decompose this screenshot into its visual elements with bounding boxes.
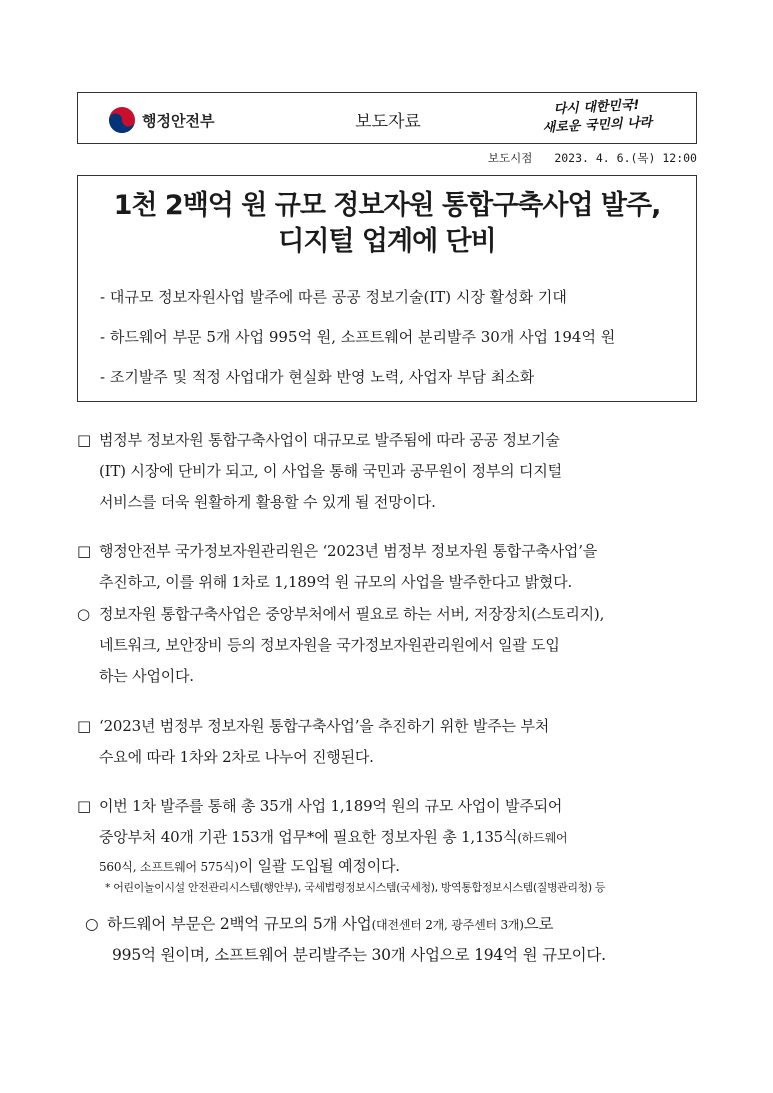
org-name: 행정안전부 xyxy=(142,111,215,130)
square-bullet: □ xyxy=(77,542,91,560)
paragraph-2-sub-line-3: 하는 사업이다. xyxy=(99,667,194,685)
circle-bullet: ○ xyxy=(77,605,90,623)
paragraph-1-line-1: □ 범정부 정보자원 통합구축사업이 대규모로 발주됨에 따라 공공 정보기술 xyxy=(77,431,560,449)
subhead-2: - 하드웨어 부문 5개 사업 995억 원, 소프트웨어 분리발주 30개 사업 194억 원 xyxy=(100,328,616,346)
paragraph-3-line-2: 수요에 따라 1차와 2차로 나누어 진행된다. xyxy=(99,748,374,766)
release-label: 보도시점 xyxy=(487,151,533,165)
paragraph-2-line-2: 추진하고, 이를 위해 1차로 1,189억 원 규모의 사업을 발주한다고 밝혔다. xyxy=(99,573,573,591)
release-datetime: 2023. 4. 6.(목) 12:00 xyxy=(554,151,697,165)
release-time-row xyxy=(0,150,697,166)
paragraph-3-line-1: □ ‘2023년 범정부 정보자원 통합구축사업’을 추진하기 위한 발주는 부처 xyxy=(77,717,550,735)
paragraph-2-sub-line-1: ○ 정보자원 통합구축사업은 중앙부처에서 필요로 하는 서버, 저장장치(스토리지), xyxy=(77,605,605,623)
slogan-line-2: 새로운 국민의 나라 xyxy=(542,115,653,136)
slogan-line-1: 다시 대한민국! xyxy=(553,97,640,118)
headline xyxy=(78,188,696,260)
circle-bullet: ○ xyxy=(85,915,99,933)
paragraph-2-line-1: □ 행정안전부 국가정보자원관리원은 ‘2023년 범정부 정보자원 통합구축사업’을 xyxy=(77,542,598,560)
slogan xyxy=(531,96,663,139)
ministry-logo xyxy=(108,106,214,134)
square-bullet: □ xyxy=(77,717,91,735)
subhead-3: - 조기발주 및 적정 사업대가 현실화 반영 노력, 사업자 부담 최소화 xyxy=(100,368,535,386)
headline-line-1: 1천 2백억 원 규모 정보자원 통합구축사업 발주, xyxy=(113,190,661,221)
taegeuk-icon xyxy=(108,106,136,134)
square-bullet: □ xyxy=(77,797,91,815)
paragraph-4-line-3: 560식, 소프트웨어 575식)이 일괄 도입될 예정이다. xyxy=(99,857,400,875)
subhead-1: - 대규모 정보자원사업 발주에 따른 공공 정보기술(IT) 시장 활성화 기대 xyxy=(100,288,567,306)
paragraph-2-sub-line-2: 네트워크, 보안장비 등의 정보자원을 국가정보자원관리원에서 일괄 도입 xyxy=(99,636,560,654)
title-box xyxy=(77,175,697,402)
paragraph-4-sub-line-1: ○ 하드웨어 부문은 2백억 규모의 5개 사업(대전센터 2개, 광주센터 3개)으로 xyxy=(85,915,554,933)
headline-line-2: 디지털 업계에 단비 xyxy=(278,226,496,257)
footnote: * 어린이놀이시설 안전관리시스템(행안부), 국세법령정보시스템(국세청), 방역통합정보시스템(질병관리청) 등 xyxy=(105,881,606,894)
paragraph-4-line-1: □ 이번 1차 발주를 통해 총 35개 사업 1,189억 원의 규모 사업이 발주되어 xyxy=(77,797,563,815)
paragraph-4-sub-line-2: 995억 원이며, 소프트웨어 분리발주는 30개 사업으로 194억 원 규모이다. xyxy=(112,946,606,964)
paragraph-1-line-2: (IT) 시장에 단비가 되고, 이 사업을 통해 국민과 공무원이 정부의 디지털 xyxy=(99,462,562,480)
paragraph-1-line-3: 서비스를 더욱 원활하게 활용할 수 있게 될 전망이다. xyxy=(99,493,436,511)
paragraph-4-line-2: 중앙부처 40개 기관 153개 업무*에 필요한 정보자원 총 1,135식(하드웨어 xyxy=(99,828,568,846)
square-bullet: □ xyxy=(77,431,91,449)
header-title: 보도자료 xyxy=(355,112,421,132)
header-box xyxy=(77,92,697,144)
